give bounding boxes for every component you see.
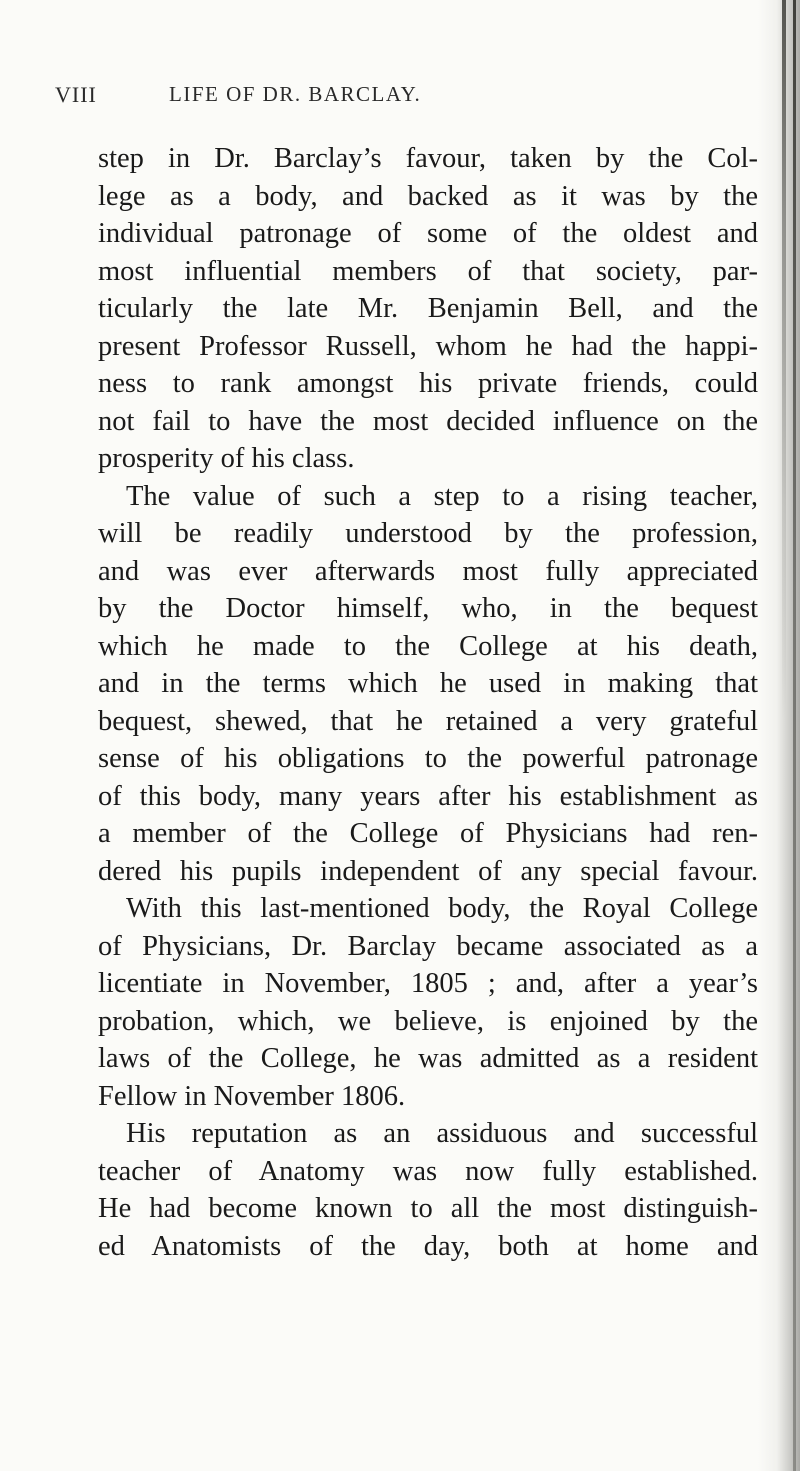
text-line: probation, which, we believe, is enjoined by the <box>98 1005 758 1037</box>
text-line: and in the terms which he used in making that <box>98 668 758 699</box>
page-number: VIII <box>55 82 97 107</box>
text-line: which he made to the College at his death, <box>98 630 758 662</box>
body-text <box>98 140 758 1265</box>
text-line: of this body, many years after his establishment as <box>98 780 758 812</box>
text-line: present Professor Russell, whom he had the happi- <box>98 330 758 362</box>
text-line: dered his pupils independent of any special favour. <box>98 855 758 887</box>
text-line: will be readily understood by the profession, <box>98 518 758 549</box>
text-line: ed Anatomists of the day, both at home and <box>98 1230 758 1262</box>
text-line: by the Doctor himself, who, in the bequest <box>98 593 758 624</box>
text-line: lege as a body, and backed as it was by the <box>98 180 758 212</box>
page-outer-edge <box>793 0 796 1471</box>
running-head <box>55 82 715 112</box>
text-line: ness to rank amongst his private friends, could <box>98 368 758 399</box>
text-line: He had become known to all the most distinguish- <box>98 1193 758 1224</box>
text-line: licentiate in November, 1805 ; and, after a year’s <box>98 968 758 999</box>
paragraph-end-line: prosperity of his class. <box>98 443 355 474</box>
text-line: teacher of Anatomy was now fully established. <box>98 1155 758 1187</box>
text-line: and was ever afterwards most fully appreciated <box>98 555 758 587</box>
paragraph-start-line: With this last-mentioned body, the Royal College <box>126 893 758 924</box>
text-line: of Physicians, Dr. Barclay became associated as a <box>98 930 758 962</box>
text-line: individual patronage of some of the oldest and <box>98 218 758 249</box>
running-title: LIFE OF DR. BARCLAY. <box>169 82 422 106</box>
text-line: step in Dr. Barclay’s favour, taken by the Col- <box>98 143 758 174</box>
text-line: ticularly the late Mr. Benjamin Bell, and the <box>98 293 758 324</box>
page-binding-edge <box>782 0 786 720</box>
text-line: most influential members of that society, par- <box>98 255 758 287</box>
text-line: bequest, shewed, that he retained a very grateful <box>98 705 758 737</box>
paragraph-start-line: The value of such a step to a rising teacher, <box>126 480 758 512</box>
text-line: laws of the College, he was admitted as a resident <box>98 1043 758 1074</box>
text-line: a member of the College of Physicians had ren- <box>98 818 758 849</box>
paragraph-end-line: Fellow in November 1806. <box>98 1080 406 1112</box>
paragraph-start-line: His reputation as an assiduous and successful <box>126 1118 758 1149</box>
text-line: sense of his obligations to the powerful patronage <box>98 743 758 774</box>
text-line: not fail to have the most decided influence on the <box>98 405 758 437</box>
